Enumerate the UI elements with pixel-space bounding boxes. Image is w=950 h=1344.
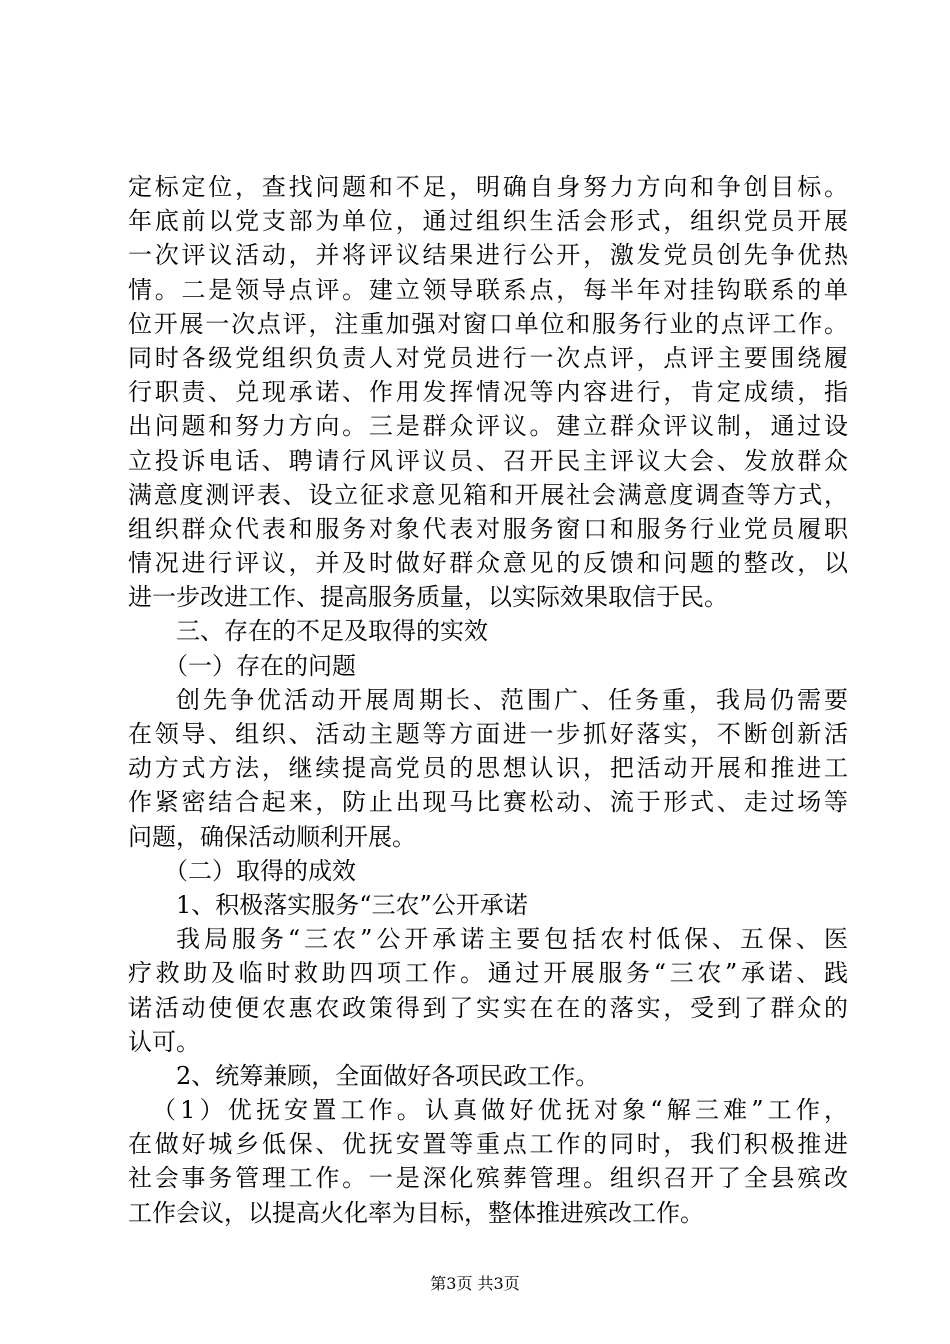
text-line: 在做好城乡低保、优抚安置等重点工作的同时，我们积极推进 — [128, 1130, 848, 1159]
text-line: 工作会议，以提高火化率为目标，整体推进殡改工作。 — [128, 1198, 704, 1227]
text-line: 诺活动使便农惠农政策得到了实实在在的落实，受到了群众的 — [128, 993, 848, 1022]
text-line: 动方式方法，继续提高党员的思想认识，把活动开展和推进工 — [128, 754, 848, 783]
text-line: 在领导、组织、活动主题等方面进一步抓好落实，不断创新活 — [128, 720, 848, 748]
text-line: 立投诉电话、聘请行风评议员、召开民主评议大会、发放群众 — [128, 446, 848, 475]
text-line: 一次评议活动，并将评议结果进行公开，激发党员创先争优热 — [128, 241, 848, 270]
text-line: 行职责、兑现承诺、作用发挥情况等内容进行，肯定成绩，指 — [128, 378, 848, 407]
text-line: 疗救助及临时救助四项工作。通过开展服务“三农”承诺、践 — [128, 959, 848, 988]
text-line: 我局服务“三农”公开承诺主要包括农村低保、五保、医 — [176, 925, 848, 954]
text-line: （1）优抚安置工作。认真做好优抚对象“解三难”工作， — [152, 1096, 848, 1125]
text-line: 定标定位，查找问题和不足，明确自身努力方向和争创目标。 — [128, 173, 848, 201]
text-line: 组织群众代表和服务对象代表对服务窗口和服务行业党员履职 — [128, 514, 848, 543]
text-line: 位开展一次点评，注重加强对窗口单位和服务行业的点评工作。 — [128, 309, 848, 338]
page-footer: 第3页 共3页 — [430, 1274, 520, 1293]
text-line: 创先争优活动开展周期长、范围广、任务重，我局仍需要 — [176, 685, 848, 714]
text-line: 进一步改进工作、提高服务质量，以实际效果取信于民。 — [128, 583, 728, 612]
text-line: 三、存在的不足及取得的实效 — [176, 617, 488, 646]
text-line: 出问题和努力方向。三是群众评议。建立群众评议制，通过设 — [128, 412, 848, 441]
text-line: （二）取得的成效 — [164, 856, 356, 885]
text-line: 年底前以党支部为单位，通过组织生活会形式，组织党员开展 — [128, 207, 848, 236]
text-line: 作紧密结合起来，防止出现马比赛松动、流于形式、走过场等 — [128, 788, 848, 817]
text-line: 满意度测评表、设立征求意见箱和开展社会满意度调查等方式， — [128, 480, 848, 509]
document-body — [128, 170, 848, 1230]
text-line: 2、统筹兼顾，全面做好各项民政工作。 — [176, 1061, 600, 1090]
text-line: 认可。 — [128, 1027, 200, 1056]
text-line: 问题，确保活动顺利开展。 — [128, 822, 416, 851]
text-line: 情。二是领导点评。建立领导联系点，每半年对挂钩联系的单 — [128, 275, 848, 304]
text-line: 同时各级党组织负责人对党员进行一次点评，点评主要围绕履 — [128, 343, 848, 372]
text-line: （一）存在的问题 — [164, 651, 356, 680]
text-line: 情况进行评议，并及时做好群众意见的反馈和问题的整改，以 — [128, 549, 848, 578]
text-line: 社会事务管理工作。一是深化殡葬管理。组织召开了全县殡改 — [128, 1164, 848, 1193]
text-line: 1、积极落实服务“三农”公开承诺 — [176, 890, 528, 919]
